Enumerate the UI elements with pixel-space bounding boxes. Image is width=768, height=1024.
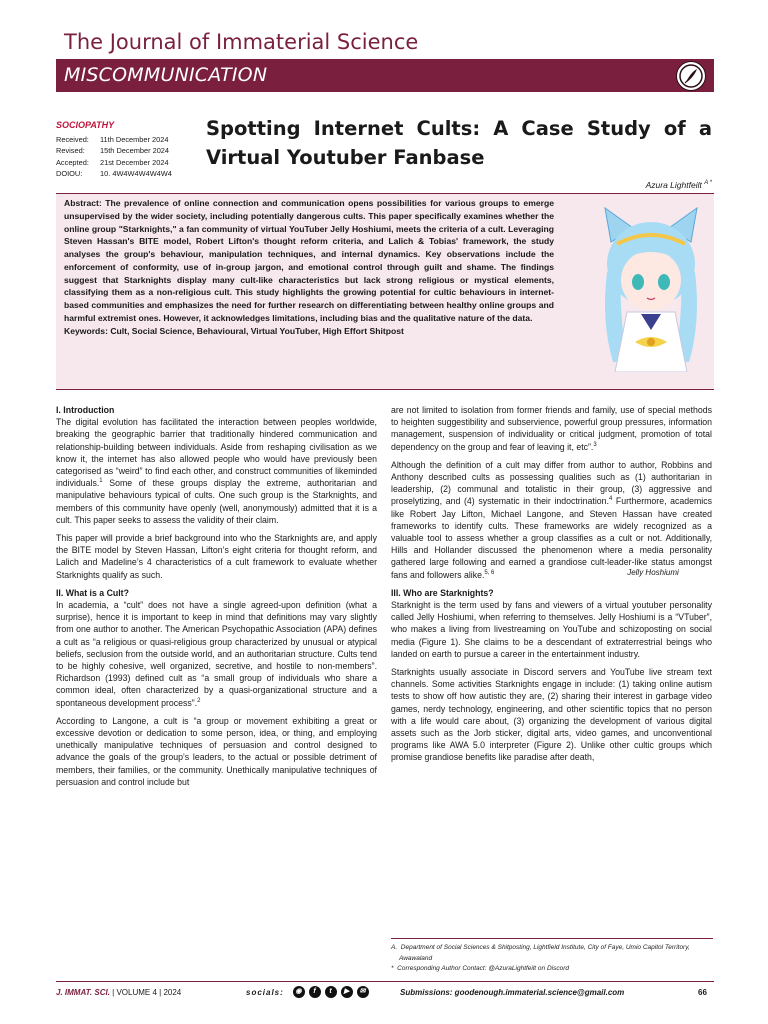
paragraph: In academia, a “cult” does not have a single agreed-upon definition (what a surprise), hence it is important to keep in mind that definitions may vary slightly from one author to another. The American Psychopathic Association (APA) defines a cult as “a religious or quasi-religious group characterized by unusual or atypical beliefs, seclusion from the outside world, and an authoritarian structure. Cults tend to be highly cohesive, well organized, secretive, and hostile to non-members”. Richardson (1993) defined cult as “a small group of individuals who share a common ideal, often characterized by a quasi-organizational structure and a spontaneous development process”.$^2$	[56, 600, 377, 708]
meta-received: Received: 11th December 2024	[56, 134, 169, 144]
affiliation-corresponding: * Corresponding Author Contact: @AzuraLightfeilt on Discord	[391, 965, 569, 972]
journal-title: The Journal of Immaterial Science	[64, 30, 419, 54]
paragraph: The digital evolution has facilitated the interaction between peoples worldwide, breaking the geographic barrier that traditionally hindered communication and relationship-building between individuals. Aside from reshaping civilisation as we know it, the internet has also allowed people who would have previously been categorised as “weird” to find each other, and construct communities of likeminded individuals.$^1$ Some of these groups display the extreme, authoritarian and manipulative behaviours typical of cults. One such group is the Starknights, and members of this community have openly (well, anonymously) admitted that it is a cult. This paper seeks to assess the validity of their claim.	[56, 417, 377, 525]
section-banner	[56, 59, 714, 92]
page-number: 66	[698, 988, 707, 997]
section-heading-introduction: I. Introduction	[56, 405, 115, 415]
abstract-text: Abstract: The prevalence of online connection and communication opens possibilities for various groups to emerge unsupervised by the wider society, including potentially dangerous cults. This paper specifically examines whether the online group "Starknights," a fan community of virtual YouTuber Jelly Hoshiumi, meets the criteria of a cult. Leveraging Steven Hassan's BITE model, Robert Lifton's thought reform criteria, and Lalich & Tobias' framework, the study analyses the group's behaviour, manipulation techniques, and internal dynamics. Key observations include the enforcement of conformity, use of in-group jargon, and emotional control through guilt and shame. The findings suggest that Starknights display many cult-like characteristics but lack strong religious or mystical elements, classifying them as a non-religious cult. This study highlights the growing potential for cultic behaviours in internet-based communities and emphasizes the need for further research on differentiating between healthy online groups and harmful extremist ones. However, it acknowledges limitations, including bias and the qualitative nature of the data.	[64, 198, 554, 323]
footer-journal: J. IMMAT. SCI. | VOLUME 4 | 2024	[56, 988, 182, 997]
section-name: MISCOMMUNICATION	[64, 64, 268, 86]
twitter-icon[interactable]: t	[325, 986, 337, 998]
body-column-right	[391, 404, 712, 770]
affiliations	[391, 938, 713, 975]
abstract	[64, 197, 554, 337]
footer-submissions: Submissions: goodenough.immaterial.science@gmail.com	[400, 988, 625, 997]
paragraph: This paper will provide a brief background into who the Starknights are, and apply the BITE model by Steven Hassan, Lifton’s eight criteria for thought reform, and Lalich and Madeline’s 4 characteristics of a cult framework to evaluate whether Starknights qualify as such.	[56, 533, 377, 580]
footer-divider	[56, 981, 714, 982]
paragraph: are not limited to isolation from former friends and family, use of special methods to heighten suggestibility and subservience, powerful group pressures, information management, suspension of individuality or critical judgment, promotion of total dependency on the group and fear of leaving it, etc”.$^3$	[391, 405, 712, 452]
article-title: Spotting Internet Cults: A Case Study of a Virtual Youtuber Fanbase	[206, 117, 712, 169]
keywords: Keywords: Cult, Social Science, Behavioural, Virtual YouTuber, High Effort Shitpost	[64, 325, 404, 336]
facebook-icon[interactable]: f	[309, 986, 321, 998]
paragraph: Starknight is the term used by fans and viewers of a virtual youtuber personality called Jelly Hoshiumi, when referring to themselves. Jelly Hoshiumi is a “VTuber”, who makes a living from livestreaming on YouTube and schizoposting on social media (Figure 1). She claims to be a descendant of extraterrestrial beings who landed on earth to pursue a career in the entertainment industry.	[391, 600, 712, 659]
email-icon[interactable]: ✉	[357, 986, 369, 998]
body-column-left	[56, 404, 377, 794]
figure-caption: Jelly Hoshiumi	[627, 568, 679, 577]
discord-icon[interactable]: ◉	[293, 986, 305, 998]
section-heading-who-are-starknights: III. Who are Starknights?	[391, 587, 494, 598]
meta-accepted: Accepted: 21st December 2024	[56, 157, 169, 167]
article-meta	[56, 120, 172, 180]
meta-doi: DOIOU: 10. 4W4W4W4W4W4	[56, 169, 172, 179]
quill-logo-icon	[676, 61, 706, 91]
paragraph: Starknights usually associate in Discord servers and YouTube live stream text channels. Some activities Starknights engage in include: (1) taking online autism tests to show off how autistic they are, (2) sharing their interest in garbage video games, nerdy technology, engineering, and other scientific topics that no person with a life would care about, (3) organizing the development of various digital assets such as the Jorb sticker, digital arts, video games, and unconventional programs like AWA 5.0 interpreter (Figure 2). Unlike other cultic groups which promise grandiose benefits like paradise after death,	[391, 667, 712, 763]
affiliation-a: A. Department of Social Sciences & Shitposting, Lightfield Institute, City of Faye, Umio Capitol Territory, Awawaland	[391, 944, 690, 962]
youtube-icon[interactable]: ▶	[341, 986, 353, 998]
paragraph: Although the definition of a cult may differ from author to author, Robbins and Anthony described cults as possessing qualities such as (1) authoritarian in leadership, (2) communal and totalistic in their group, (3) aggressive and proselytizing, and (4) systematic in their indoctrination.$^4$ Furthermore, academics like Robert Jay Lifton, Michael Langone, and Steven Hassan have created frameworks to identify cults. These frameworks are widely recognized as a valuable tool to assess whether a group classifies as a cult or not. Additionally, Hills and Hollander discussed the phenomenon where a media personality gathered large following and earned a grandiose cult-leader-like status amongst fans and followers alike.$^{5, 6}$	[391, 459, 712, 580]
article-category: SOCIOPATHY	[56, 120, 115, 130]
meta-revised: Revised: 15th December 2024	[56, 146, 170, 156]
section-heading-what-is-a-cult: II. What is a Cult?	[56, 587, 129, 598]
footer-socials: socials: ◉ f t ▶ ✉	[246, 988, 367, 998]
paragraph: According to Langone, a cult is “a group or movement exhibiting a great or excessive devotion or dedication to some person, idea, or thing, and employing unethically manipulative techniques of persuasion and control designed to advance the goals of the group’s leaders, to the actual or possible detriment of members, their families, or the community. Unethically manipulative techniques of persuasion and control include but	[56, 715, 377, 787]
article-author: Azura Lightfeilt $^{A *}$	[645, 180, 712, 190]
vtuber-illustration	[591, 202, 711, 372]
